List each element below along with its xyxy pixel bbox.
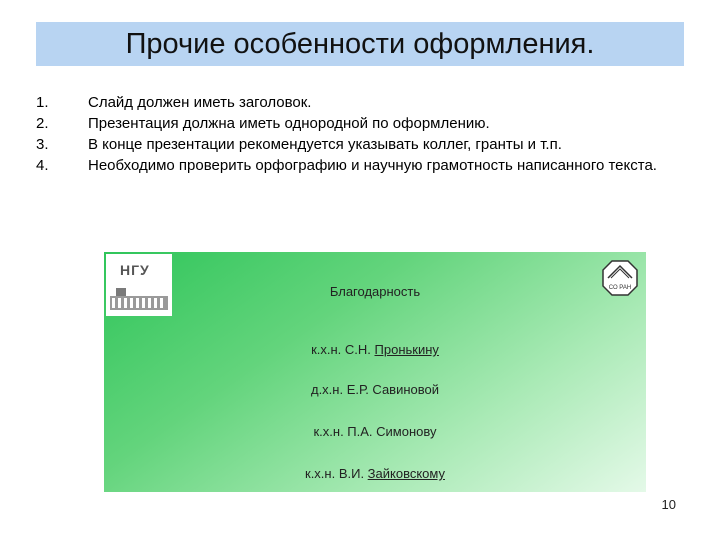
slide-title: Прочие особенности оформления.	[125, 27, 595, 60]
list-item-text: В конце презентации рекомендуется указывать коллег, гранты и т.п.	[88, 136, 562, 153]
list-item-number: 1.	[36, 94, 49, 111]
thanks-line	[104, 342, 646, 357]
list-item-number: 3.	[36, 136, 49, 153]
embedded-slide-image	[104, 252, 646, 492]
thanks-line-title: к.х.н. П.А. Симонову	[313, 424, 437, 439]
thanks-line	[104, 466, 646, 481]
list-item-number: 4.	[36, 157, 49, 174]
thanks-line	[104, 382, 646, 397]
thanks-line-title: к.х.н. В.И.	[305, 466, 368, 481]
list-item-number: 2.	[36, 115, 49, 132]
ngu-logo-text: НГУ	[120, 262, 150, 278]
list-item-text: Слайд должен иметь заголовок.	[88, 94, 312, 111]
list-item	[36, 92, 696, 113]
thanks-line-name: Зайковскому	[367, 466, 445, 481]
thanks-heading: Благодарность	[329, 284, 421, 299]
thanks-line	[104, 424, 646, 439]
list-item	[36, 113, 696, 134]
slide-title-bar	[36, 22, 684, 66]
thanks-line-title: д.х.н. Е.Р. Савиновой	[310, 382, 440, 397]
list-item-text: Необходимо проверить орфографию и научную грамотность написанного текста.	[88, 157, 657, 174]
thanks-line-name: Пронькину	[374, 342, 439, 357]
page-number: 10	[661, 497, 676, 512]
thanks-line-title: к.х.н. С.Н.	[311, 342, 375, 357]
list-item-text: Презентация должна иметь однородной по оформлению.	[88, 115, 490, 132]
list-item	[36, 134, 696, 155]
list-item	[36, 155, 696, 176]
bullet-list	[36, 92, 696, 176]
ras-logo-text: СО РАН	[608, 285, 632, 291]
